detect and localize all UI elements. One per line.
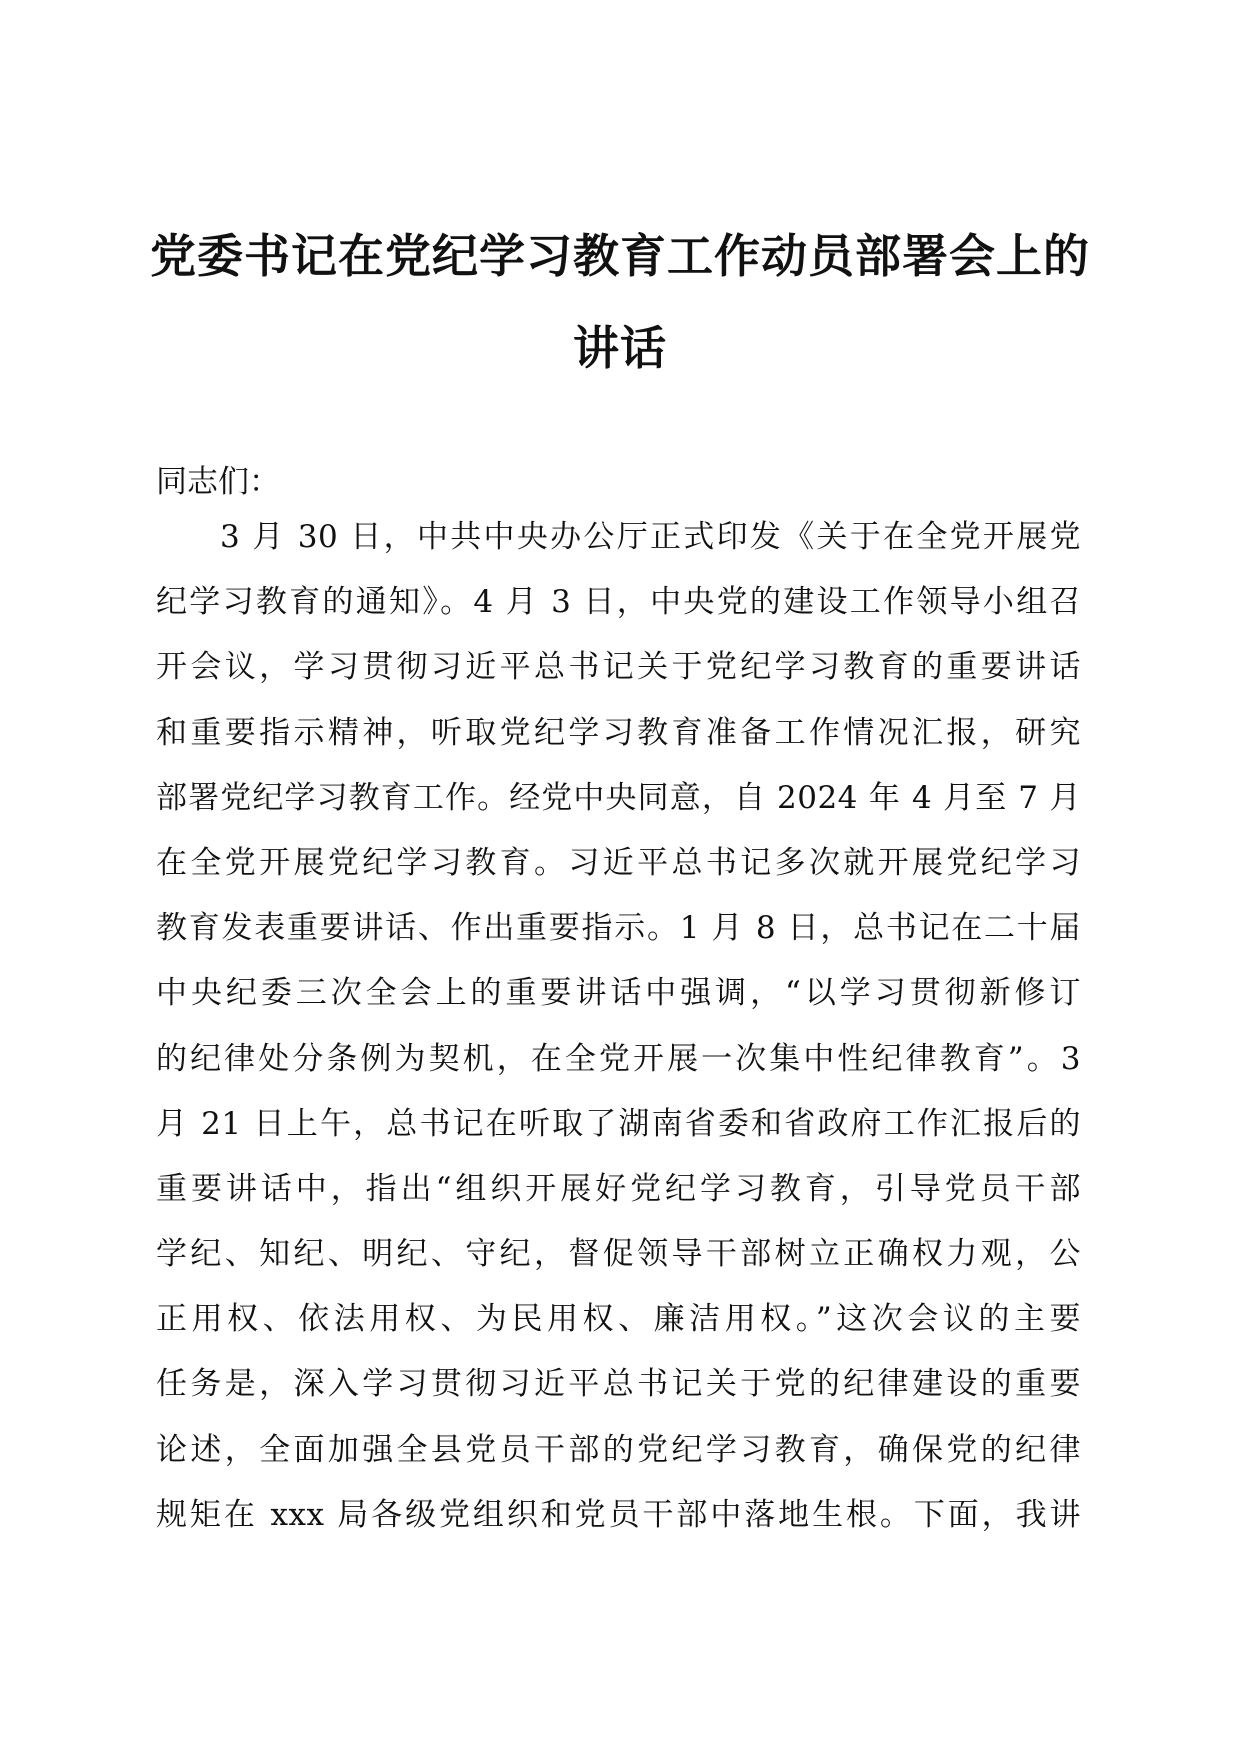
greeting: 同志们： [156, 464, 280, 500]
body-line: 规矩在 xxx 局各级党组织和党员干部中落地生根。下面，我讲 [156, 1496, 1081, 1533]
body-line: 学纪、知纪、明纪、守纪，督促领导干部树立正确权力观，公 [156, 1236, 1081, 1273]
body-line: 开会议，学习贯彻习近平总书记关于党纪学习教育的重要讲话 [156, 649, 1081, 686]
body-line: 纪学习教育的通知》。4 月 3 日，中央党的建设工作领导小组召 [156, 584, 1081, 621]
document-title [140, 210, 1100, 394]
body-line: 在全党开展党纪学习教育。习近平总书记多次就开展党纪学习 [156, 844, 1081, 881]
body-line: 教育发表重要讲话、作出重要指示。1 月 8 日，总书记在二十届 [156, 910, 1081, 947]
body-paragraph [156, 505, 1081, 1548]
body-line: 3 月 30 日，中共中央办公厅正式印发《关于在全党开展党 [220, 519, 1081, 555]
body-line: 论述，全面加强全县党员干部的党纪学习教育，确保党的纪律 [156, 1431, 1081, 1468]
title-line-2: 讲话 [573, 321, 667, 375]
body-line: 重要讲话中，指出“组织开展好党纪学习教育，引导党员干部 [156, 1170, 1081, 1207]
title-line-1: 党委书记在党纪学习教育工作动员部署会上的 [150, 229, 1090, 283]
body-line: 部署党纪学习教育工作。经党中央同意，自 2024 年 4 月至 7 月 [156, 779, 1081, 816]
body-line: 正用权、依法用权、为民用权、廉洁用权。”这次会议的主要 [156, 1301, 1081, 1338]
body-line: 任务是，深入学习贯彻习近平总书记关于党的纪律建设的重要 [156, 1366, 1081, 1403]
body-line: 月 21 日上午，总书记在听取了湖南省委和省政府工作汇报后的 [156, 1105, 1081, 1142]
body-line: 中央纪委三次全会上的重要讲话中强调，“以学习贯彻新修订 [156, 975, 1081, 1012]
body-line: 的纪律处分条例为契机，在全党开展一次集中性纪律教育”。3 [156, 1040, 1081, 1077]
body-line: 和重要指示精神，听取党纪学习教育准备工作情况汇报，研究 [156, 714, 1081, 751]
